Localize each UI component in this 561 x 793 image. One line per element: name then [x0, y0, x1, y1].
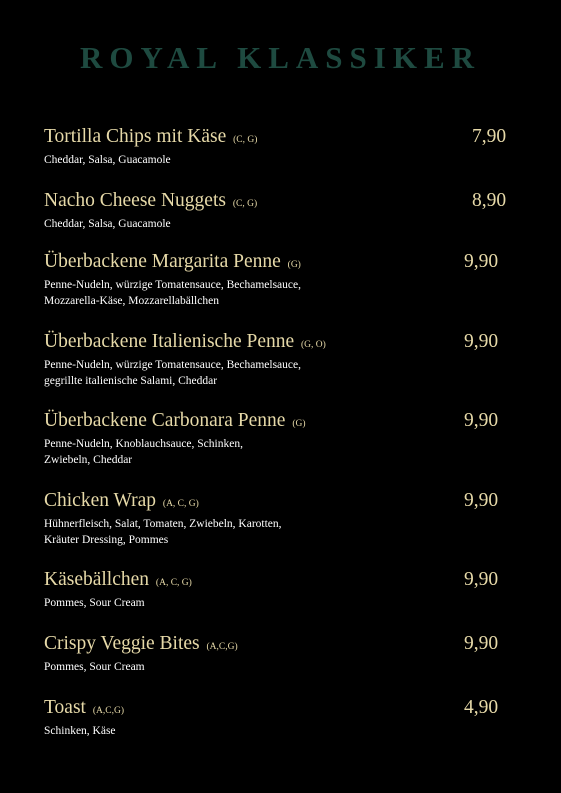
menu-item: [44, 331, 514, 389]
menu-item: [44, 126, 514, 168]
item-description: Pommes, Sour Cream: [44, 597, 145, 609]
item-price: 9,90: [464, 410, 499, 431]
menu-item: [44, 633, 514, 675]
item-price: 9,90: [464, 331, 499, 352]
item-allergens: (A, C, G): [155, 578, 192, 588]
item-name: Nacho Cheese Nuggets: [44, 190, 226, 211]
item-name: Crispy Veggie Bites: [44, 633, 200, 654]
item-allergens: (C, G): [232, 199, 258, 209]
item-description: Hühnerfleisch, Salat, Tomaten, Zwiebeln, Karotten, Kräuter Dressing, Pommes: [44, 518, 282, 546]
item-description: Schinken, Käse: [44, 725, 116, 737]
item-description: Penne-Nudeln, würzige Tomatensauce, Bechamelsauce, gegrillte italienische Salami, Cheddar: [44, 359, 301, 387]
menu-item: [44, 569, 514, 611]
item-price: 9,90: [464, 569, 499, 590]
menu-title: ROYAL KLASSIKER: [79, 40, 482, 75]
item-description: Penne-Nudeln, Knoblauchsauce, Schinken, Zwiebeln, Cheddar: [44, 438, 243, 466]
menu-item: [44, 697, 514, 739]
item-price: 9,90: [464, 490, 499, 511]
item-allergens: (G): [292, 419, 306, 429]
item-allergens: (C, G): [233, 135, 258, 145]
item-allergens: (A, C, G): [162, 499, 199, 509]
item-description: Cheddar, Salsa, Guacamole: [44, 218, 171, 230]
item-price: 9,90: [464, 251, 499, 272]
item-allergens: (G): [287, 260, 301, 270]
item-allergens: (G, O): [301, 340, 326, 350]
item-name: Käsebällchen: [44, 569, 150, 590]
menu-item: [44, 251, 514, 309]
item-price: 8,90: [472, 190, 507, 211]
item-price: 4,90: [464, 697, 499, 718]
item-description: Pommes, Sour Cream: [44, 661, 145, 673]
menu-item: [44, 190, 514, 232]
item-name: Chicken Wrap: [44, 490, 157, 511]
item-price: 9,90: [464, 633, 499, 654]
item-name: Überbackene Italienische Penne: [44, 331, 295, 352]
menu-item: [44, 490, 514, 548]
item-name: Überbackene Carbonara Penne: [44, 410, 286, 431]
item-name: Toast: [44, 697, 86, 718]
item-name: Überbackene Margarita Penne: [44, 251, 281, 272]
menu-item: [44, 410, 514, 468]
item-description: Penne-Nudeln, würzige Tomatensauce, Bechamelsauce, Mozzarella-Käse, Mozzarellabällchen: [44, 279, 301, 307]
item-allergens: (A,C,G): [92, 706, 124, 716]
item-name: Tortilla Chips mit Käse: [44, 126, 227, 147]
item-price: 7,90: [472, 126, 507, 147]
item-description: Cheddar, Salsa, Guacamole: [44, 154, 171, 166]
item-allergens: (A,C,G): [206, 642, 238, 652]
